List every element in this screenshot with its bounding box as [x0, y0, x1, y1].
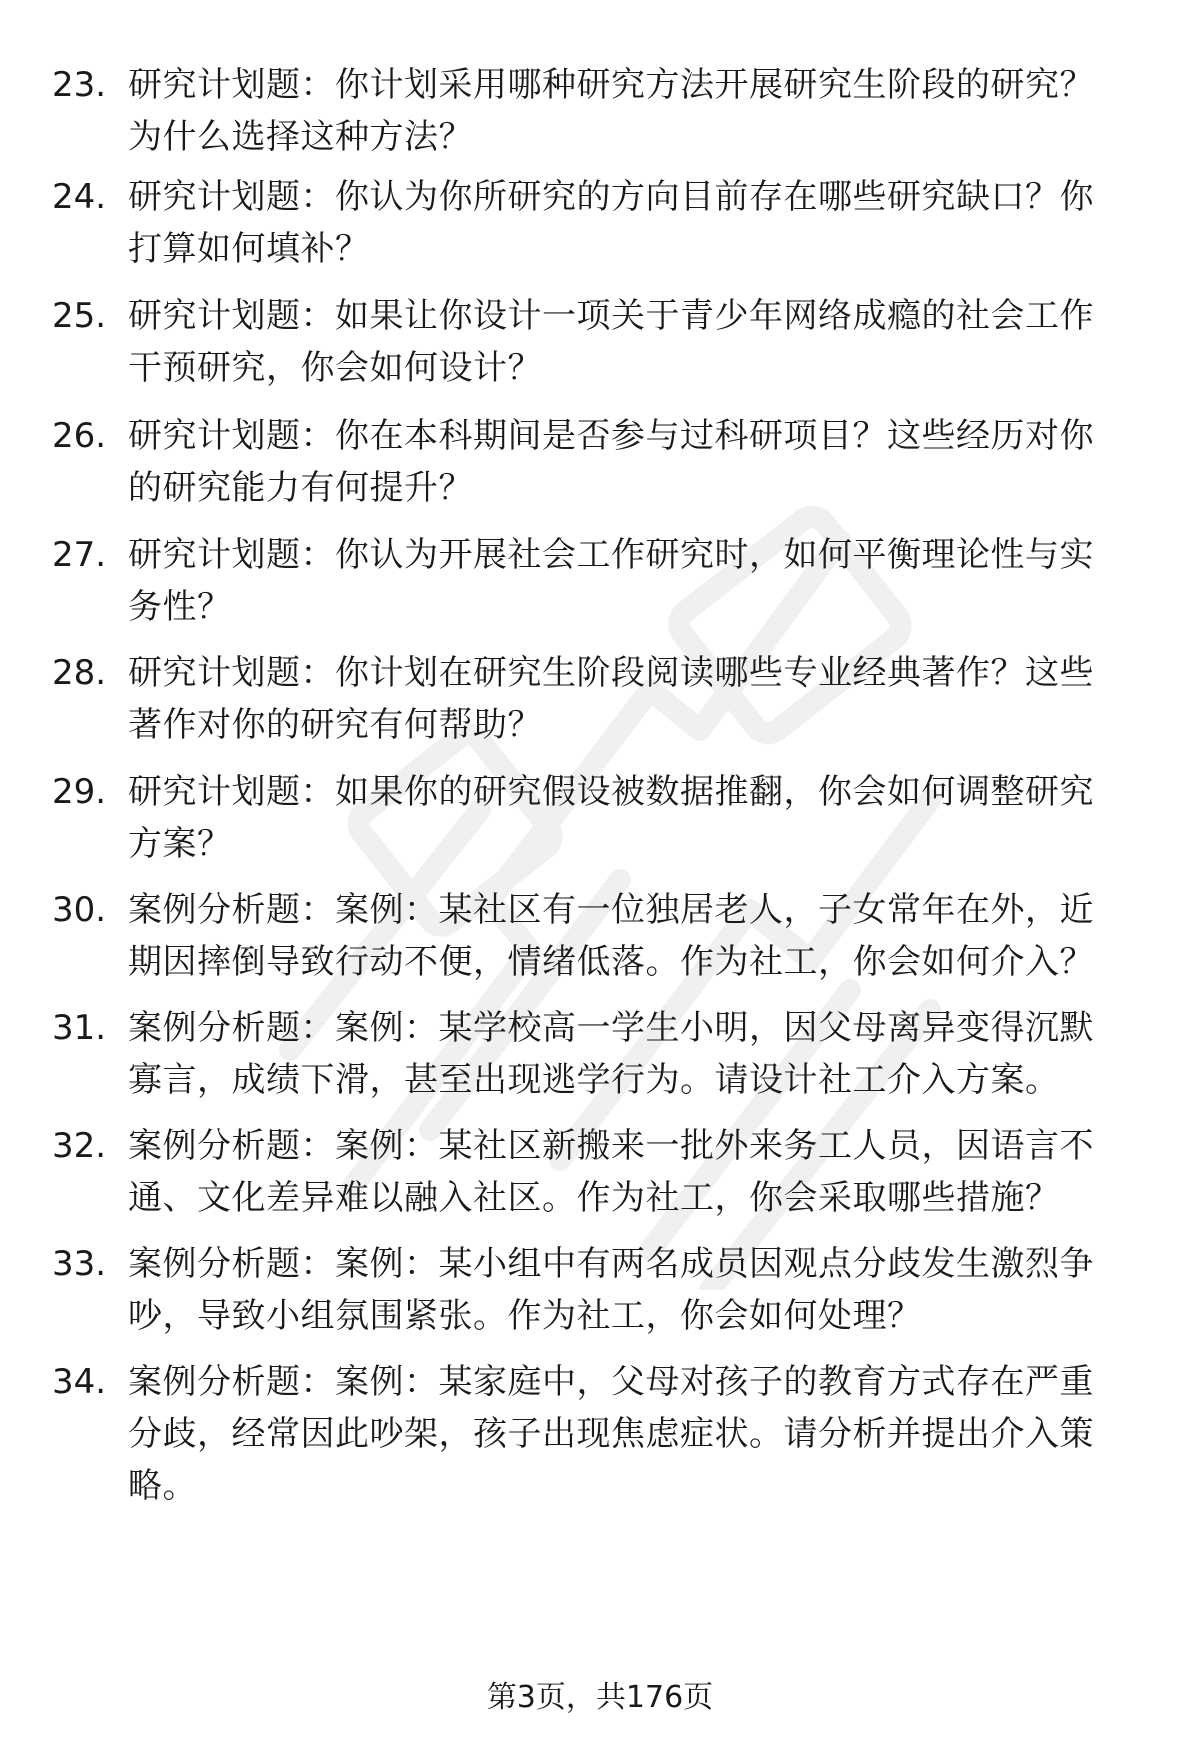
question-number: 30. — [52, 890, 107, 930]
question-line: 研究计划题：你计划在研究生阶段阅读哪些专业经典著作？这些 — [128, 653, 1094, 693]
question-number: 34. — [52, 1362, 107, 1402]
question-line: 期因摔倒导致行动不便，情绪低落。作为社工，你会如何介入？ — [128, 942, 1094, 982]
question-number: 29. — [52, 772, 107, 812]
question-line: 打算如何填补？ — [128, 229, 370, 269]
question-number: 24. — [52, 177, 107, 217]
question-line: 吵，导致小组氛围紧张。作为社工，你会如何处理？ — [128, 1296, 922, 1336]
question-line: 案例分析题：案例：某社区新搬来一批外来务工人员，因语言不 — [128, 1126, 1094, 1166]
question-text — [128, 1120, 1193, 1224]
question-text — [128, 529, 1193, 633]
question-text — [128, 766, 1193, 870]
question-text — [128, 410, 1193, 514]
question-number: 32. — [52, 1126, 107, 1166]
question-line: 著作对你的研究有何帮助？ — [128, 705, 542, 745]
question-number: 25. — [52, 296, 107, 336]
question-line: 研究计划题：你计划采用哪种研究方法开展研究生阶段的研究？ — [128, 65, 1094, 105]
question-number: 31. — [52, 1008, 107, 1048]
question-text — [128, 1238, 1193, 1342]
question-line: 寡言，成绩下滑，甚至出现逃学行为。请设计社工介入方案。 — [128, 1060, 1060, 1100]
question-line: 干预研究，你会如何设计？ — [128, 348, 542, 388]
question-line: 案例分析题：案例：某社区有一位独居老人，子女常年在外，近 — [128, 890, 1094, 930]
question-line: 分歧，经常因此吵架，孩子出现焦虑症状。请分析并提出介入策 — [128, 1414, 1094, 1454]
page-number-footer: 第3页，共176页 — [486, 1680, 714, 1715]
question-number: 26. — [52, 416, 107, 456]
question-line: 略。 — [128, 1466, 197, 1506]
question-number: 28. — [52, 653, 107, 693]
question-line: 研究计划题：你认为你所研究的方向目前存在哪些研究缺口？你 — [128, 177, 1094, 217]
question-number: 23. — [52, 65, 107, 105]
question-number: 27. — [52, 535, 107, 575]
question-text — [128, 1356, 1193, 1512]
question-text — [128, 647, 1193, 751]
question-line: 案例分析题：案例：某家庭中，父母对孩子的教育方式存在严重 — [128, 1362, 1094, 1402]
question-line: 通、文化差异难以融入社区。作为社工，你会采取哪些措施？ — [128, 1178, 1060, 1218]
question-text — [128, 171, 1193, 275]
question-text — [128, 290, 1193, 394]
question-line: 方案？ — [128, 824, 232, 864]
question-line: 案例分析题：案例：某学校高一学生小明，因父母离异变得沉默 — [128, 1008, 1094, 1048]
question-text — [128, 884, 1193, 988]
question-line: 为什么选择这种方法？ — [128, 117, 473, 157]
question-line: 研究计划题：你在本科期间是否参与过科研项目？这些经历对你 — [128, 416, 1094, 456]
question-text — [128, 59, 1193, 163]
question-line: 研究计划题：如果你的研究假设被数据推翻，你会如何调整研究 — [128, 772, 1094, 812]
question-line: 研究计划题：你认为开展社会工作研究时，如何平衡理论性与实 — [128, 535, 1094, 575]
question-line: 务性？ — [128, 587, 232, 627]
question-line: 案例分析题：案例：某小组中有两名成员因观点分歧发生激烈争 — [128, 1244, 1094, 1284]
question-line: 的研究能力有何提升？ — [128, 468, 473, 508]
question-text — [128, 1002, 1193, 1106]
question-number: 33. — [52, 1244, 107, 1284]
question-line: 研究计划题：如果让你设计一项关于青少年网络成瘾的社会工作 — [128, 296, 1094, 336]
